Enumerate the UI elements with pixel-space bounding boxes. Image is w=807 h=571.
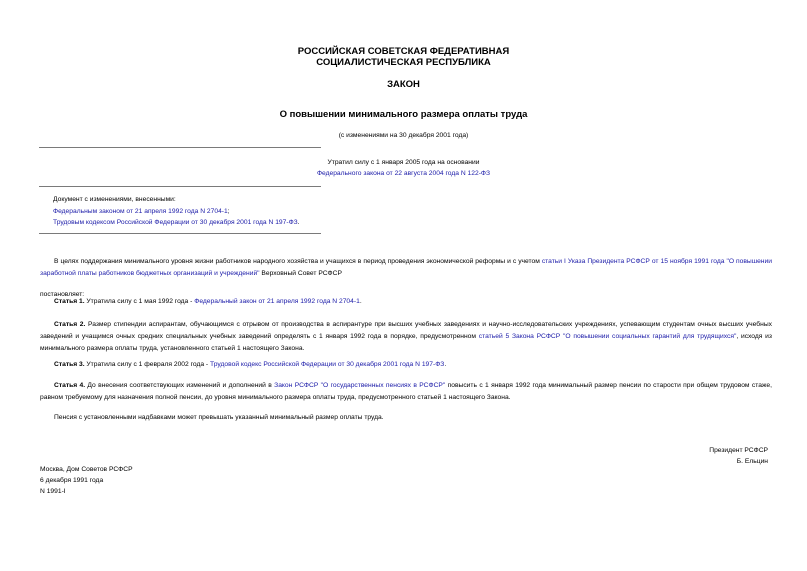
resolves-text: постановляет: bbox=[40, 291, 85, 298]
article-1-label: Статья 1. bbox=[54, 298, 85, 305]
article-3 bbox=[40, 359, 772, 371]
footer-number: N 1991-I bbox=[40, 488, 66, 495]
article-4-text-2: повысить с 1 января 1992 года минимальный размер пенсии по старости при общем трудовом стаже, равном требуемому для назначения полной пенсии, до уровня минимального размера оплаты труда, предусмотренного статьей 1 настоящего Закона. bbox=[40, 382, 772, 401]
divider-changes-bottom bbox=[39, 233, 321, 234]
changes-intro: Документ с изменениями, внесенными: bbox=[53, 196, 176, 203]
changes-link-1[interactable]: Федеральным законом от 21 апреля 1992 года N 2704-1 bbox=[53, 208, 228, 215]
document-title: О повышении минимального размера оплаты труда bbox=[279, 109, 528, 120]
article-1-text-1: Утратила силу с 1 мая 1992 года - bbox=[84, 298, 195, 305]
article-1-link[interactable]: Федеральный закон от 21 апреля 1992 года N 2704-1 bbox=[194, 298, 360, 305]
divider-top bbox=[39, 147, 321, 148]
preamble-text-2: Верховный Совет РСФСР bbox=[259, 270, 342, 277]
divider-changes-top bbox=[39, 186, 321, 187]
article-2-text-2: , исходя из минимального размера оплаты труда, установленного статьей 1 настоящего Закона. bbox=[40, 333, 772, 352]
pension-note: Пенсия с установленными надбавками может превышать указанный минимальный размер оплаты труда. bbox=[54, 414, 384, 421]
amendment-note: (с изменениями на 30 декабря 2001 года) bbox=[338, 132, 469, 139]
signature-position: Президент РСФСР bbox=[709, 447, 768, 454]
article-1 bbox=[40, 296, 772, 308]
article-2-label: Статья 2. bbox=[54, 321, 86, 328]
article-3-text-1: Утратила силу с 1 февраля 2002 года - bbox=[84, 361, 211, 368]
changes-suffix-1: ; bbox=[227, 208, 230, 215]
changes-suffix-2: . bbox=[297, 219, 300, 226]
article-3-label: Статья 3. bbox=[54, 361, 85, 368]
preamble-link[interactable]: статьи I Указа Президента РСФСР от 15 ноября 1991 года "О повышении заработной платы работников бюджетных организаций и учреждений" bbox=[40, 258, 772, 277]
changes-item bbox=[53, 217, 300, 228]
changes-link-2[interactable]: Трудовым кодексом Российской Федерации от 30 декабря 2001 года N 197-ФЗ bbox=[53, 219, 298, 226]
article-1-text-2: . bbox=[359, 298, 362, 305]
article-4-link[interactable]: Закон РСФСР "О государственных пенсиях в РСФСР" bbox=[274, 382, 446, 389]
document-type: ЗАКОН bbox=[387, 79, 420, 90]
preamble-paragraph bbox=[40, 256, 772, 280]
article-4-label: Статья 4. bbox=[54, 382, 86, 389]
lost-force-line bbox=[0, 168, 807, 179]
article-2-link[interactable]: статьей 5 Закона РСФСР "О повышении социальных гарантий для трудящихся" bbox=[478, 333, 737, 340]
footer-place: Москва, Дом Советов РСФСР bbox=[40, 466, 133, 473]
lost-force-link[interactable]: Федерального закона от 22 августа 2004 года N 122-ФЗ bbox=[316, 170, 491, 177]
changes-item bbox=[53, 206, 230, 217]
article-3-text-2: . bbox=[444, 361, 447, 368]
article-4 bbox=[40, 380, 772, 404]
article-2-text-1: Размер стипендии аспирантам, обучающимся с отрывом от производства в аспирантуре при высших учебных заведениях и научно-исследовательских учреждениях, успевающим студентам очных высших учебных заведений и учащимся очных средних специальных учебных заведений определять с 1 января 1992 года в порядке, предусмотренном bbox=[40, 321, 772, 340]
article-3-link[interactable]: Трудовой кодекс Российской Федерации от 30 декабря 2001 года N 197-ФЗ bbox=[210, 361, 445, 368]
header-line-1: РОССИЙСКАЯ СОВЕТСКАЯ ФЕДЕРАТИВНАЯ bbox=[297, 46, 510, 57]
article-4-text-1: До внесения соответствующих изменений и дополнений в bbox=[85, 382, 275, 389]
article-2 bbox=[40, 319, 772, 355]
header-line-2: СОЦИАЛИСТИЧЕСКАЯ РЕСПУБЛИКА bbox=[316, 57, 491, 68]
signature-name: Б. Ельцин bbox=[736, 458, 768, 465]
preamble-text-1: В целях поддержания минимального уровня жизни работников народного хозяйства и учащихся в период проведения экономической реформы и с учетом bbox=[54, 258, 542, 265]
lost-force-text: Утратил силу с 1 января 2005 года на основании bbox=[327, 159, 480, 166]
footer-date: 6 декабря 1991 года bbox=[40, 477, 104, 484]
